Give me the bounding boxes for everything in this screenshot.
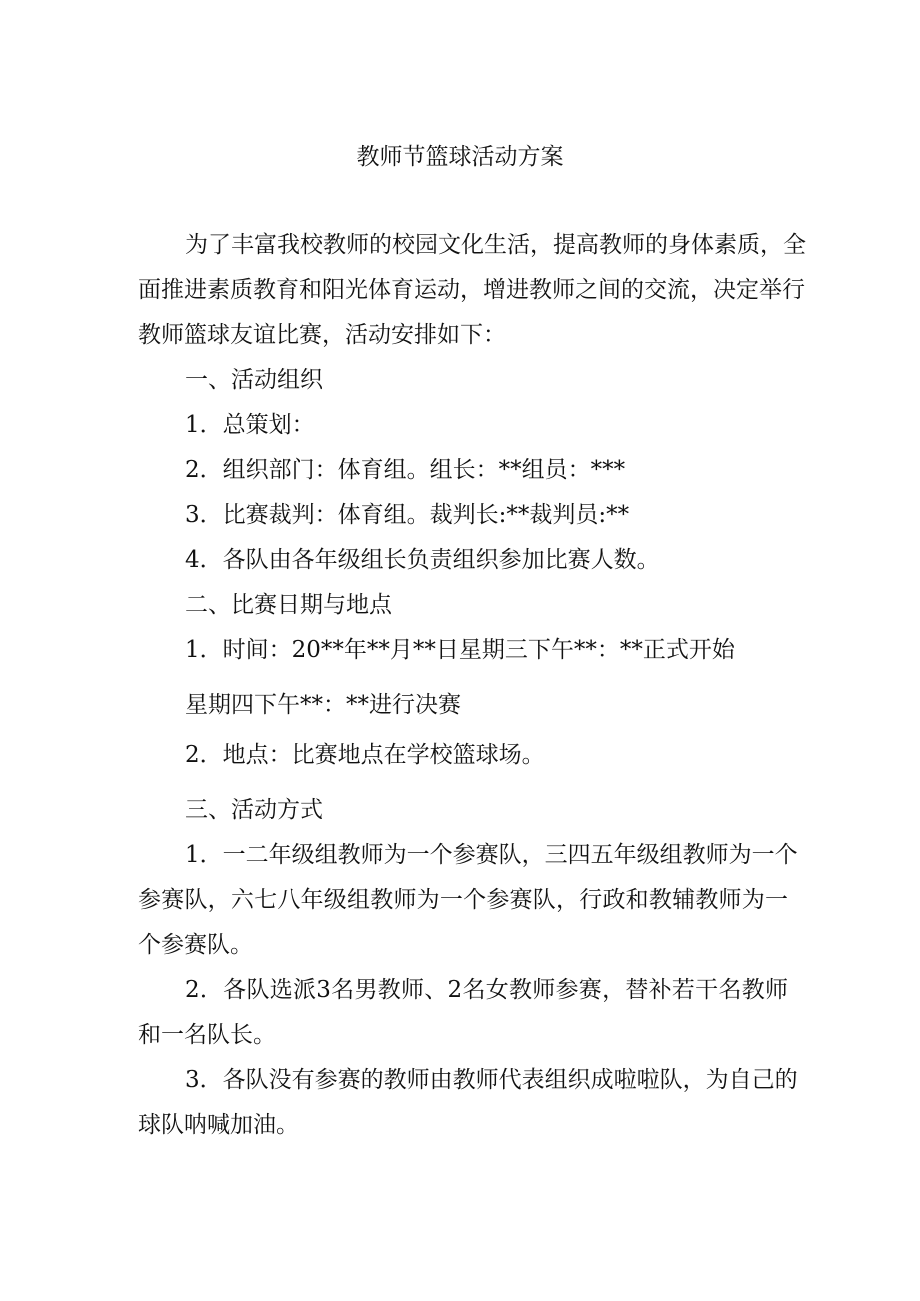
list-item-cheer-line-2: 球队呐喊加油。 — [138, 1112, 299, 1138]
list-item-teams-line-3: 个参赛队。 — [138, 932, 253, 958]
section-heading-date-location: 二、比赛日期与地点 — [185, 592, 392, 618]
list-item-players-line-1: 2．各队选派3名男教师、2名女教师参赛，替补若干名教师 — [185, 977, 788, 1003]
list-item-department: 2．组织部门：体育组。组长：**组员：*** — [185, 457, 626, 483]
list-item-players-line-2: 和一名队长。 — [138, 1022, 276, 1048]
paragraph-intro-line-2: 面推进素质教育和阳光体育运动，增进教师之间的交流，决定举行 — [138, 277, 805, 303]
list-item-time: 1．时间：20**年**月**日星期三下午**：**正式开始 — [185, 637, 735, 663]
list-item-referee: 3．比赛裁判：体育组。裁判长:**裁判员:** — [185, 502, 630, 528]
list-item-time-final: 星期四下午**：**进行决赛 — [185, 692, 461, 718]
paragraph-intro-line-1: 为了丰富我校教师的校园文化生活，提高教师的身体素质，全 — [185, 232, 806, 258]
paragraph-intro-line-3: 教师篮球友谊比赛，活动安排如下： — [138, 322, 506, 348]
document-title: 教师节篮球活动方案 — [356, 144, 564, 170]
list-item-team-leaders: 4．各队由各年级组长负责组织参加比赛人数。 — [185, 547, 660, 573]
list-item-planner: 1．总策划： — [185, 412, 315, 438]
section-heading-organization: 一、活动组织 — [185, 367, 323, 393]
list-item-teams-line-2: 参赛队，六七八年级组教师为一个参赛队，行政和教辅教师为一 — [138, 887, 788, 913]
list-item-teams-line-1: 1．一二年级组教师为一个参赛队，三四五年级组教师为一个 — [185, 842, 798, 868]
section-heading-format: 三、活动方式 — [185, 797, 323, 823]
list-item-cheer-line-1: 3．各队没有参赛的教师由教师代表组织成啦啦队，为自己的 — [185, 1067, 798, 1093]
list-item-location: 2．地点：比赛地点在学校篮球场。 — [185, 742, 545, 768]
